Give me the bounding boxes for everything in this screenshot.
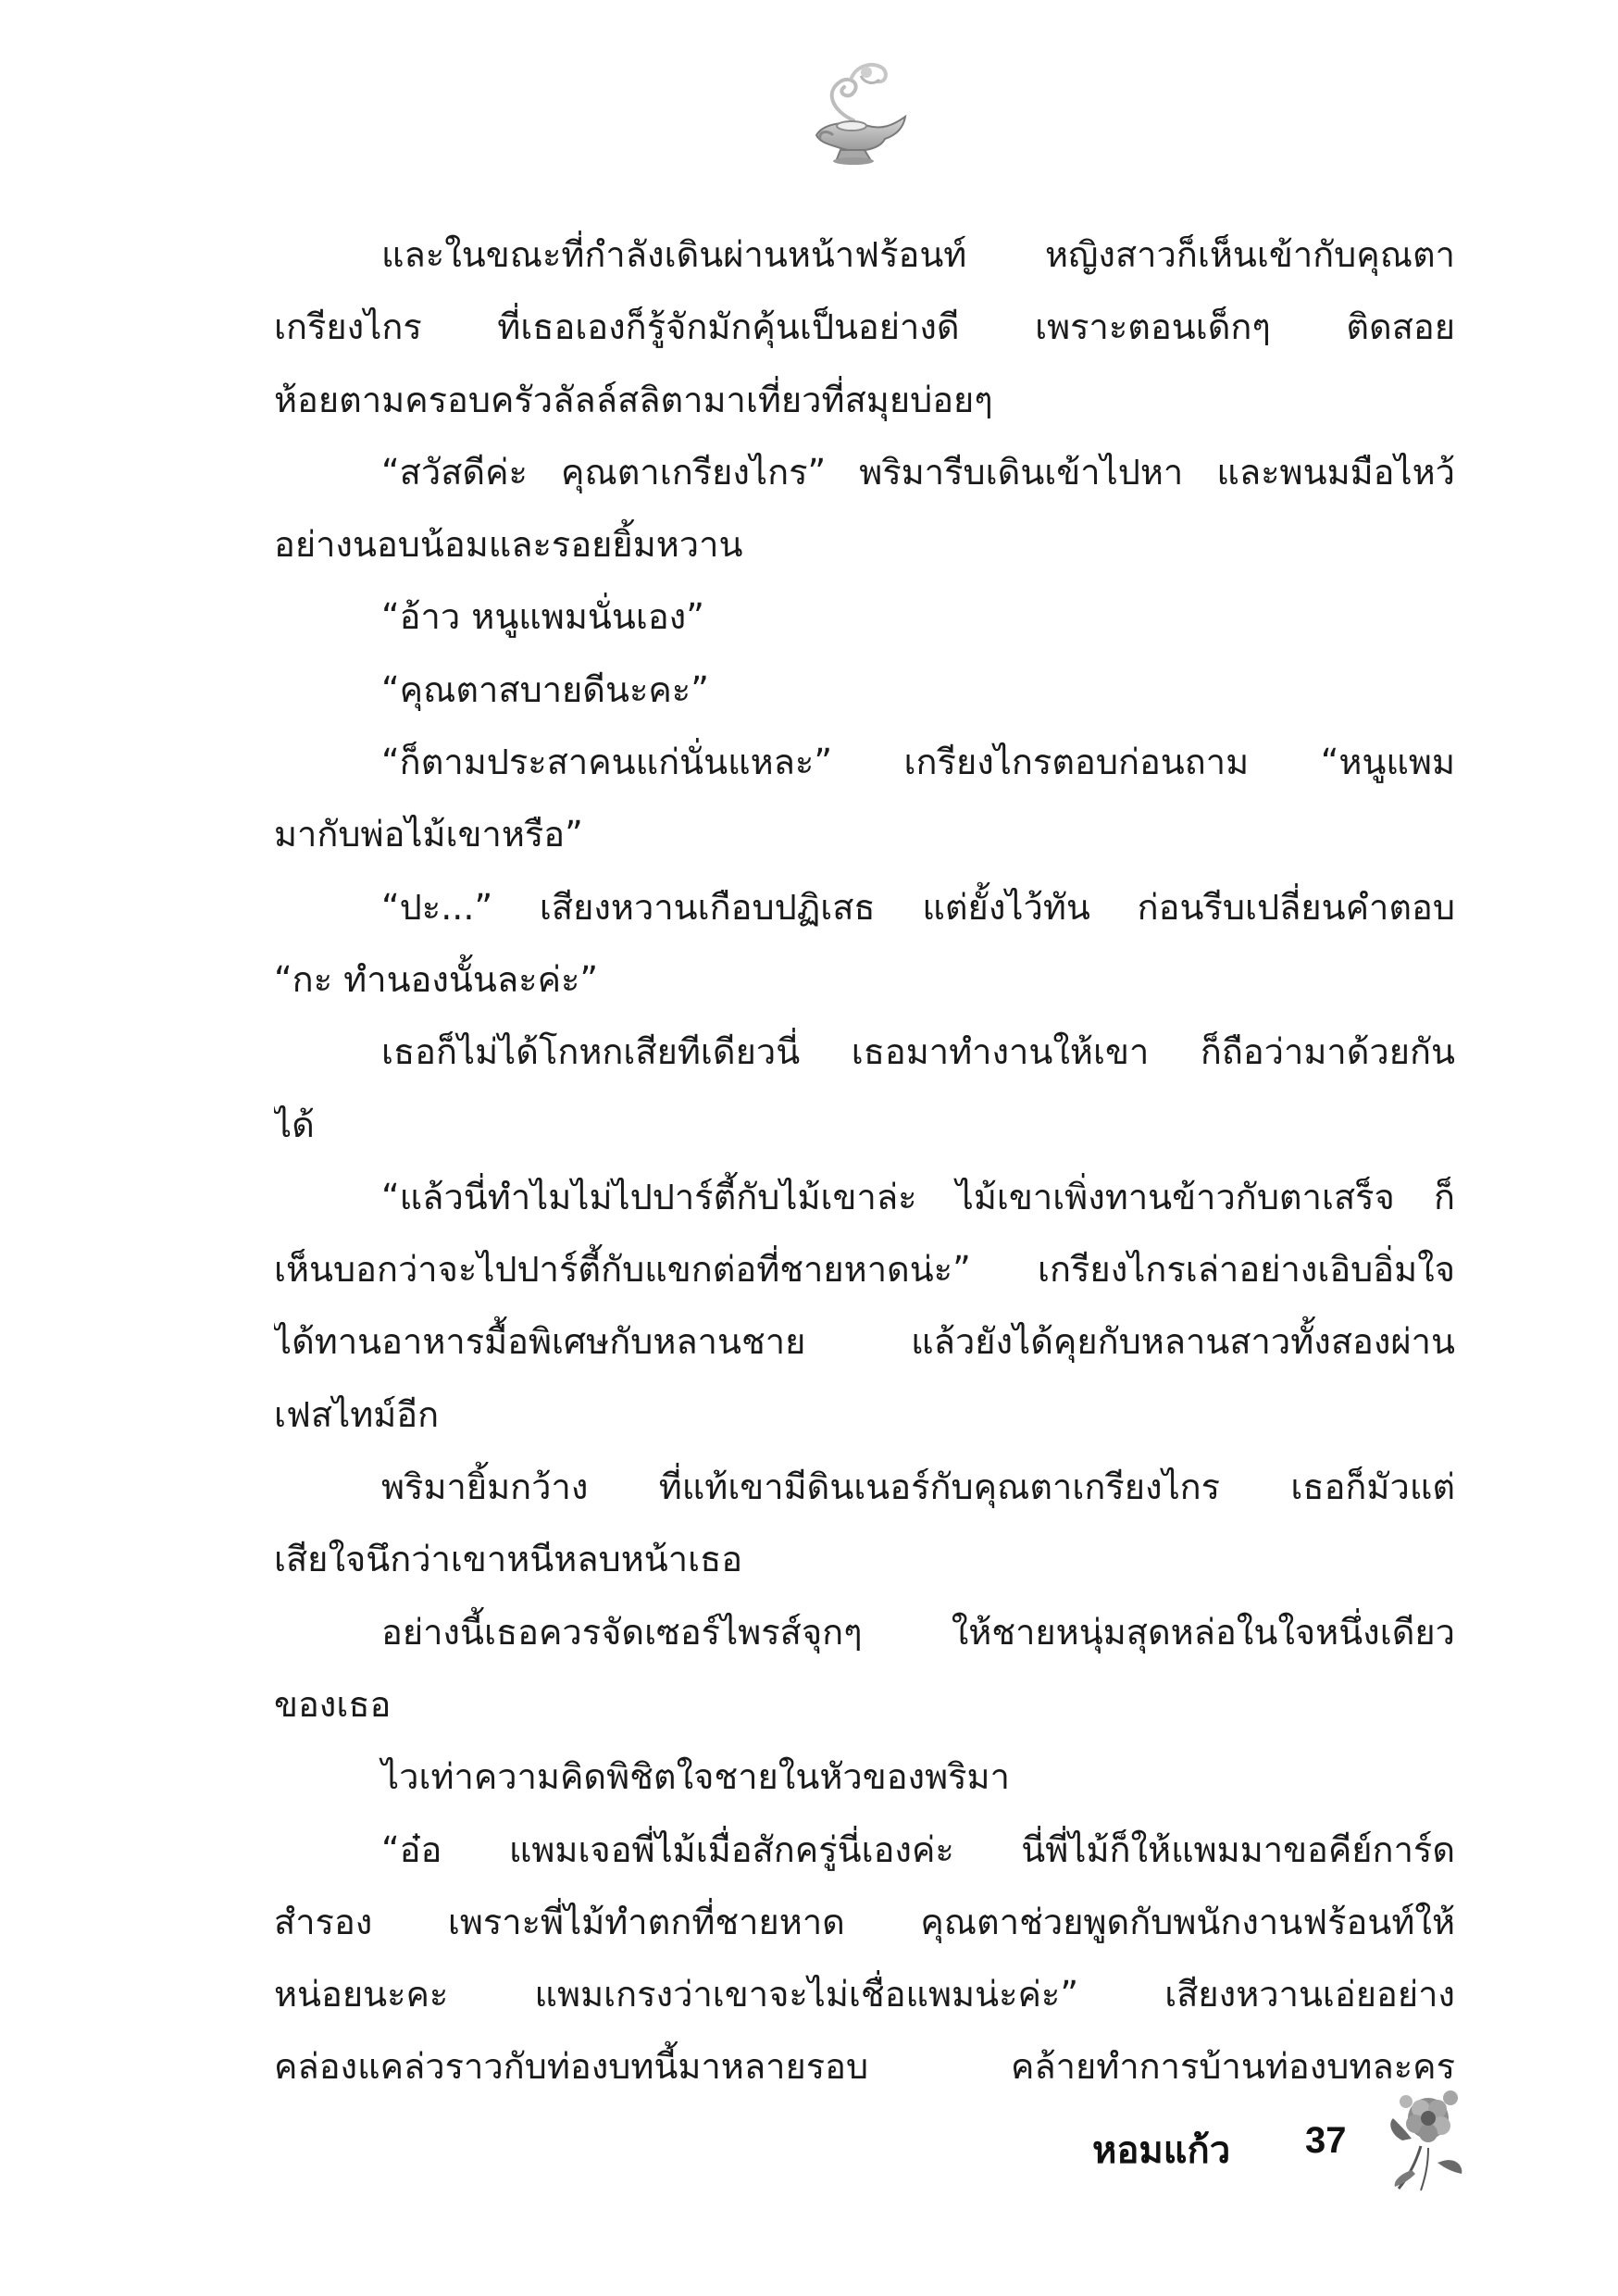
text-line: ห้อยตามครอบครัวลัลล์สลิตามาเที่ยวที่สมุยบ่อยๆ xyxy=(274,379,993,420)
genie-lamp-icon xyxy=(796,56,916,176)
text-line: “แล้วนี่ทำไมไม่ไปปาร์ตี้กับไม้เขาล่ะ ไม้เขาเพิ่งทานข้าวกับตาเสร็จ ก็ xyxy=(381,1176,1455,1217)
text-line: “ปะ...” เสียงหวานเกือบปฏิเสธ แต่ยั้งไว้ทัน ก่อนรีบเปลี่ยนคำตอบ xyxy=(381,886,1455,928)
page-number: 37 xyxy=(1305,2120,1347,2161)
text-line: หน่อยนะคะ แพมเกรงว่าเขาจะไม่เชื่อแพมน่ะค่ะ” เสียงหวานเอ่ยอย่าง xyxy=(274,1974,1455,2015)
flower-ornament-icon xyxy=(1384,2081,1476,2192)
text-line: สำรอง เพราะพี่ไม้ทำตกที่ชายหาด คุณตาช่วยพูดกับพนักงานฟร้อนท์ให้ xyxy=(274,1901,1455,1942)
text-line: เสียใจนึกว่าเขาหนีหลบหน้าเธอ xyxy=(274,1539,743,1580)
text-line: เกรียงไกร ที่เธอเองก็รู้จักมักคุ้นเป็นอย่างดี เพราะตอนเด็กๆ ติดสอย xyxy=(274,306,1455,348)
text-line: อย่างนี้เธอควรจัดเซอร์ไพรส์จุกๆ ให้ชายหนุ่มสุดหล่อในใจหนึ่งเดียว xyxy=(381,1611,1455,1653)
text-line: “อ๋อ แพมเจอพี่ไม้เมื่อสักครู่นี่เองค่ะ นี่พี่ไม้ก็ให้แพมมาขอคีย์การ์ด xyxy=(381,1828,1455,1870)
text-line: และในขณะที่กำลังเดินผ่านหน้าฟร้อนท์ หญิงสาวก็เห็นเข้ากับคุณตา xyxy=(381,234,1455,275)
text-line: “คุณตาสบายดีนะคะ” xyxy=(381,668,709,710)
text-line: “ก็ตามประสาคนแก่นั่นแหละ” เกรียงไกรตอบก่อนถาม “หนูแพม xyxy=(381,742,1455,783)
text-line: เธอก็ไม่ได้โกหกเสียทีเดียวนี่ เธอมาทำงานให้เขา ก็ถือว่ามาด้วยกัน xyxy=(381,1031,1455,1073)
text-line: “สวัสดีค่ะ คุณตาเกรียงไกร” พริมารีบเดินเข้าไปหา และพนมมือไหว้ xyxy=(381,451,1455,493)
text-line: “อ้าว หนูแพมนั่นเอง” xyxy=(381,596,704,638)
text-line: ไวเท่าความคิดพิชิตใจชายในหัวของพริมา xyxy=(381,1756,1010,1798)
text-line: พริมายิ้มกว้าง ที่แท้เขามีดินเนอร์กับคุณตาเกรียงไกร เธอก็มัวแต่ xyxy=(381,1466,1455,1508)
text-line: อย่างนอบน้อมและรอยยิ้มหวาน xyxy=(274,524,743,566)
text-line: “กะ ทำนองนั้นละค่ะ” xyxy=(274,958,599,1000)
book-title: หอมแก้ว xyxy=(1092,2129,1231,2172)
text-line: คล่องแคล่วราวกับท่องบทนี้มาหลายรอบ คล้ายทำการบ้านท่องบทละคร xyxy=(274,2046,1455,2088)
text-line: ได้ xyxy=(274,1104,315,1145)
text-line: มากับพ่อไม้เขาหรือ” xyxy=(274,814,583,855)
text-line: ได้ทานอาหารมื้อพิเศษกับหลานชาย แล้วยังได้คุยกับหลานสาวทั้งสองผ่าน xyxy=(274,1321,1455,1363)
text-line: ของเธอ xyxy=(274,1683,392,1725)
page-footer xyxy=(1092,2081,1462,2192)
body-text xyxy=(274,218,1455,2103)
text-line: เฟสไทม์อีก xyxy=(274,1393,440,1435)
text-line: เห็นบอกว่าจะไปปาร์ตี้กับแขกต่อที่ชายหาดน่ะ” เกรียงไกรเล่าอย่างเอิบอิ่มใจ xyxy=(274,1249,1455,1291)
